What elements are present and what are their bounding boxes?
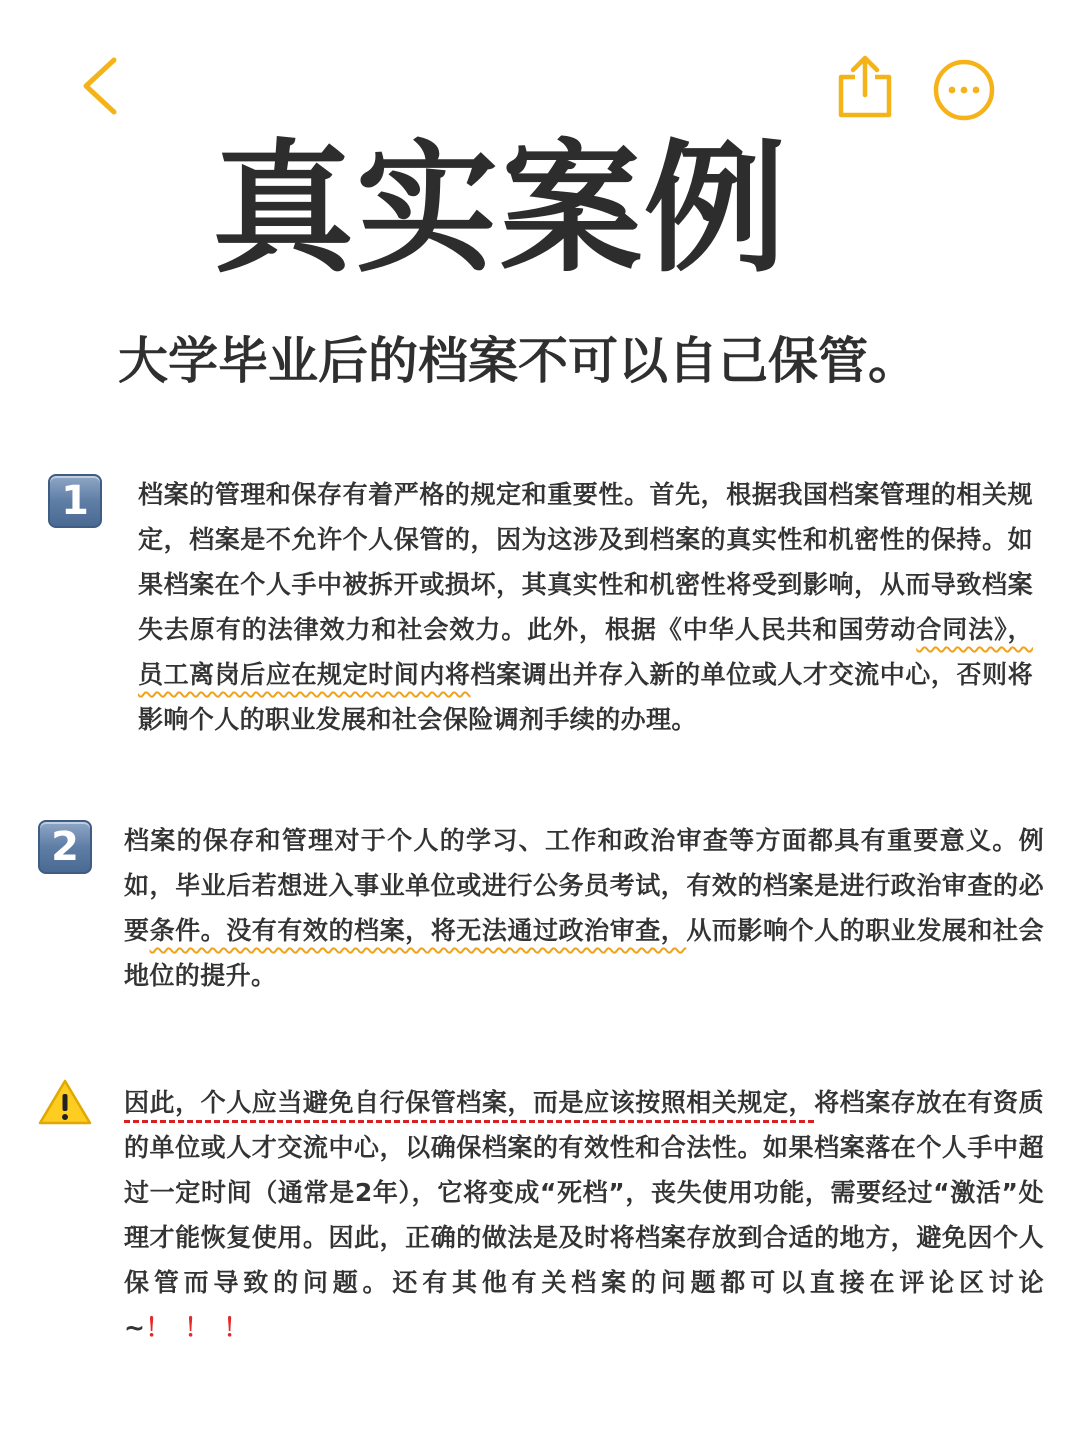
- section-one-text: [138, 472, 1033, 742]
- more-icon: [932, 58, 996, 122]
- section-one-highlight: 合同法》，员工离岗后应在规定时间内将: [138, 615, 1033, 689]
- section-one-part-1: 档案的管理和保存有着严格的规定和重要性。首先，根据我国档案管理的相关规定，档案是不允许个人保管的，因为这涉及到档案的真实性和机密性的保持。如果档案在个人手中被拆开或损坏，其真实性和机密性将受到影响，从而导致档案失去原有的法律效力和社会效力。此外，根据《中华人民共和国劳动: [138, 480, 1033, 644]
- section-three-highlight: 因此，个人应当避免自行保管档案，而是应该按照相关规定，: [124, 1088, 815, 1117]
- section-one: [138, 472, 1033, 742]
- section-three: [124, 1080, 1044, 1350]
- section-two: [124, 818, 1044, 998]
- number-one-badge: 1: [48, 474, 102, 528]
- page-title: 真实案例: [212, 127, 788, 292]
- warning-icon: [38, 1078, 92, 1126]
- section-three-part-2: 将档案存放在有资质的单位或人才交流中心，以确保档案的有效性和合法性。如果档案落在个人手中超过一定时间（通常是2年），它将变成“死档”，丧失使用功能，需要经过“激活”处理才能恢复使用。因此，正确的做法是及时将档案存放到合适的地方，避免因个人保管而导致的问题。还有其他有关档案的问题都可以直接在评论区讨论~: [124, 1088, 1044, 1342]
- back-button[interactable]: [70, 50, 130, 122]
- chevron-left-icon: [80, 56, 120, 116]
- section-two-part-1: 档案的保存和管理对于个人的学习、工作和政治审查等方面都具有重要意义。例如，毕业后若想进入事业单位或进行公务员考试，有效的档案是进行政治审查的必要: [124, 826, 1044, 945]
- section-two-highlight: 条件。没有有效的档案，将无法通过政治审查，: [149, 916, 687, 945]
- more-button[interactable]: [930, 56, 998, 124]
- share-button[interactable]: [832, 50, 898, 122]
- section-two-text: [124, 818, 1044, 998]
- share-icon: [837, 53, 893, 119]
- red-exclamation-marks: ！！！: [145, 1313, 263, 1342]
- section-two-part-3: 从而影响个人的职业发展和社会地位的提升。: [124, 916, 1044, 990]
- section-three-text: [124, 1080, 1044, 1350]
- number-two-badge: 2: [38, 820, 92, 874]
- page-subtitle: 大学毕业后的档案不可以自己保管。: [118, 332, 918, 390]
- section-one-part-3: 档案调出并存入新的单位或人才交流中心，否则将影响个人的职业发展和社会保险调剂手续的办理。: [138, 660, 1033, 734]
